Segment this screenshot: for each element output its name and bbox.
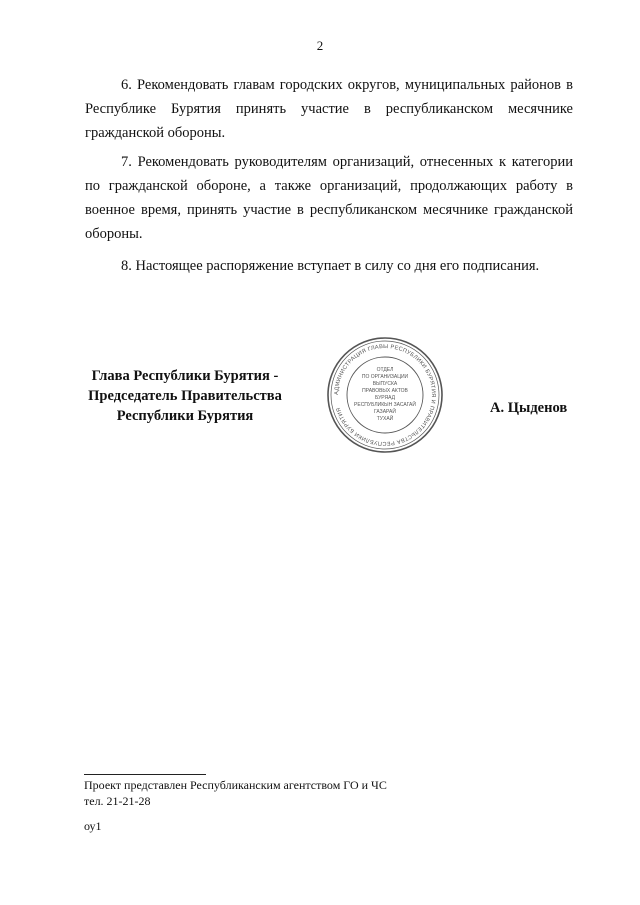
signer-title-line-3: Республики Бурятия: [116, 408, 254, 424]
paragraph-6: 6. Рекомендовать главам городских округов, муниципальных районов в Республике Бурятия принять участие в республиканском месячнике гражданской обороны.: [85, 77, 573, 141]
footnote-mark: оу1: [84, 819, 102, 833]
official-seal-stamp: [325, 335, 445, 455]
footnote-line-1: Проект представлен Республиканским агентством ГО и ЧС: [84, 778, 387, 792]
seal-line: БУРЯАД: [374, 395, 396, 401]
seal-line: ВЫПУСКА: [372, 381, 398, 387]
seal-line: РЕСПУБЛИКЫН ЗАСАГАЙ: [354, 402, 416, 408]
signer-name: А. Цыденов: [490, 400, 568, 416]
footnote-line-2: тел. 21-21-28: [84, 794, 151, 808]
seal-line: ТУХАЙ: [376, 416, 394, 422]
signer-title-line-2: Председатель Правительства: [88, 388, 282, 404]
seal-ring-text: АДМИНИСТРАЦИЯ ГЛАВЫ РЕСПУБЛИКИ БУРЯТИЯ И ПРАВИТЕЛЬСТВА РЕСПУБЛИКИ БУРЯТИЯ: [333, 343, 437, 447]
paragraph-8: 8. Настоящее распоряжение вступает в силу со дня его подписания.: [121, 258, 540, 274]
signer-title-line-1: Глава Республики Бурятия -: [91, 368, 279, 384]
paragraph-7: 7. Рекомендовать руководителям организаций, отнесенных к категории по гражданской обороне, а также организаций, продолжающих работу в военное время, принять участие в республиканском месячнике гражданской обороны.: [85, 154, 573, 242]
seal-line: ГАЗАРАЙ: [374, 409, 396, 415]
footnote: [84, 777, 387, 834]
seal-line: ПРАВОВЫХ АКТОВ: [362, 388, 408, 394]
signer-title: [70, 366, 300, 426]
seal-line: ОТДЕЛ: [376, 367, 394, 373]
page-number: 2: [316, 38, 324, 53]
footnote-divider: [84, 774, 206, 775]
seal-line: ПО ОРГАНИЗАЦИИ: [361, 374, 409, 380]
